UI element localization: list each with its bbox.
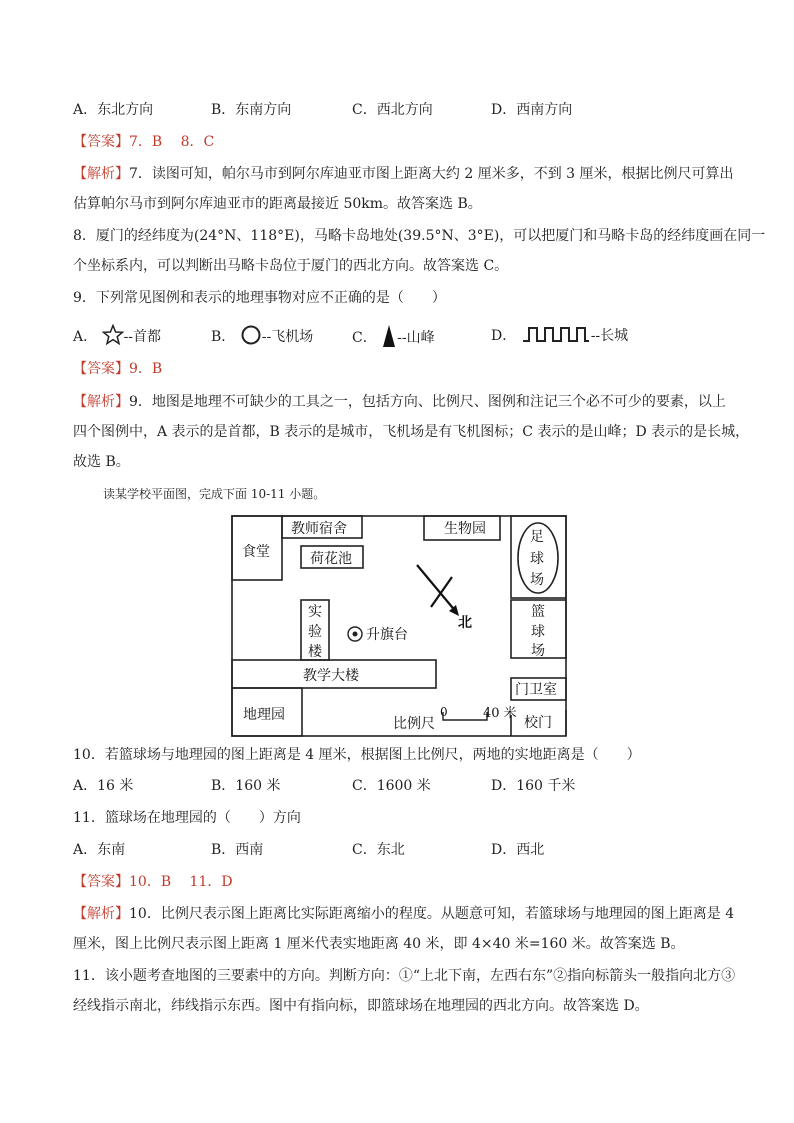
star-icon	[102, 324, 124, 346]
lab-label-2: 验	[308, 624, 322, 640]
lab-label-3: 楼	[308, 644, 322, 660]
explanation-7-line1	[73, 164, 734, 184]
option-text: --长城	[590, 328, 629, 344]
q11-option-a: A．东南	[73, 842, 126, 858]
gate-label: 校门	[524, 715, 552, 731]
answer-7-8	[73, 132, 214, 152]
q9-option-b	[211, 324, 313, 347]
explanation-7-line2: 估算帕尔马市到阿尔库迪亚市的距离最接近 50km。故答案选 B。	[73, 196, 482, 212]
option-letter: C．	[352, 330, 377, 346]
basketball-label-1: 篮	[531, 604, 545, 620]
answer-10-11	[73, 872, 233, 892]
option-text: --山峰	[397, 330, 435, 346]
lab-label-1: 实	[308, 604, 322, 620]
explanation-tag: 【解析】	[73, 906, 129, 922]
q11-option-d: D．西北	[491, 842, 545, 858]
lotus-label: 荷花池	[310, 551, 352, 567]
explanation-text: 9．地图是地理不可缺少的工具之一，包括方向、比例尺、图例和注记三个必不可少的要素，以上	[129, 394, 726, 410]
explanation-text: 7．读图可知，帕尔马市到阿尔库迪亚市图上距离大约 2 厘米多，不到 3 厘米，根据比例尺可算出	[129, 166, 734, 182]
answer-tag: 【答案】	[73, 874, 129, 890]
q9-option-c	[352, 324, 435, 348]
explanation-11-line2: 经线指示南北，纬线指示东西。图中有指向标，即篮球场在地理园的西北方向。故答案选 D。	[73, 998, 649, 1014]
dorm-label: 教师宿舍	[291, 521, 347, 537]
answer-tag: 【答案】	[73, 361, 129, 377]
q10-option-a: A．16 米	[73, 778, 134, 794]
mountain-peak-icon	[381, 324, 397, 348]
scale-zero: 0	[440, 705, 448, 719]
answer-text: 10．B 11．D	[129, 874, 233, 890]
q11-option-b: B．西南	[211, 842, 264, 858]
geo-garden-label: 地理园	[243, 707, 285, 723]
q10-option-b: B．160 米	[211, 778, 281, 794]
north-label: 北	[458, 615, 472, 631]
teaching-building-label: 教学大楼	[303, 668, 359, 684]
question-10-stem: 10．若篮球场与地理园的图上距离是 4 厘米，根据图上比例尺，两地的实地距离是（ ）	[73, 747, 641, 763]
explanation-10-line2: 厘米，图上比例尺表示图上距离 1 厘米代表实地距离 40 米，即 4×40 米=160 米。故答案选 B。	[73, 936, 685, 952]
circle-icon	[240, 324, 262, 346]
football-label-2: 球	[530, 551, 544, 567]
flag-platform-icon	[348, 627, 362, 641]
school-map-svg	[231, 515, 567, 737]
explanation-10-line1	[73, 904, 735, 924]
explanation-tag: 【解析】	[73, 166, 129, 182]
explanation-text: 10．比例尺表示图上距离比实际距离缩小的程度。从题意可知，若篮球场与地理园的图上距离是 4	[129, 906, 735, 922]
school-map	[231, 515, 567, 737]
question-9-stem: 9．下列常见图例和表示的地理事物对应不正确的是（ ）	[73, 290, 446, 306]
bio-garden-label: 生物园	[444, 521, 486, 537]
answer-text: 7．B 8．C	[129, 134, 215, 150]
explanation-11-line1: 11．该小题考查地图的三要素中的方向。判断方向：①“上北下南，左西右东”②指向标箭头一般指向北方③	[73, 968, 736, 984]
option-letter: A．	[73, 329, 98, 345]
explanation-9-line3: 故选 B。	[73, 454, 130, 470]
q11-option-c: C．东北	[352, 842, 405, 858]
answer-tag: 【答案】	[73, 134, 129, 150]
scale-label: 比例尺	[393, 716, 435, 732]
option-letter: D．	[491, 328, 517, 344]
scale-forty: 40 米	[483, 706, 517, 721]
basketball-label-2: 球	[531, 624, 545, 640]
option-text: --飞机场	[261, 329, 314, 345]
football-label-1: 足	[530, 529, 544, 545]
explanation-8-line1: 8．厦门的经纬度为(24°N、118°E)，马略卡岛地处(39.5°N、3°E)，可以把厦门和马略卡岛的经纬度画在同一	[73, 228, 766, 244]
option-text: --首都	[123, 329, 162, 345]
map-caption: 读某学校平面图，完成下面 10-11 小题。	[103, 487, 326, 501]
answer-text: 9．B	[129, 361, 163, 377]
north-arrow-icon	[417, 565, 459, 616]
question-11-stem: 11．篮球场在地理园的（ ）方向	[73, 810, 301, 826]
q9-option-a	[73, 324, 161, 347]
option-c: C．西北方向	[352, 102, 433, 118]
q9-option-d	[491, 324, 628, 346]
flag-label: 升旗台	[366, 627, 408, 643]
option-b: B．东南方向	[211, 102, 292, 118]
scale-bar	[443, 712, 487, 720]
option-a: A．东北方向	[73, 102, 154, 118]
guard-room-label: 门卫室	[515, 682, 557, 698]
basketball-label-3: 场	[531, 643, 545, 659]
explanation-9-line2: 四个图例中，A 表示的是首都，B 表示的是城市，飞机场是有飞机图标；C 表示的是山峰；D 表示的是长城，	[73, 424, 750, 440]
answer-9	[73, 359, 162, 379]
option-d: D．西南方向	[491, 102, 573, 118]
q10-option-d: D．160 千米	[491, 778, 576, 794]
explanation-tag: 【解析】	[73, 394, 129, 410]
football-label-3: 场	[530, 572, 544, 588]
great-wall-icon	[521, 324, 591, 344]
canteen-label: 食堂	[242, 544, 270, 560]
q10-option-c: C．1600 米	[352, 778, 431, 794]
explanation-9-line1	[73, 392, 726, 412]
option-letter: B．	[211, 329, 236, 345]
explanation-8-line2: 个坐标系内，可以判断出马略卡岛位于厦门的西北方向。故答案选 C。	[73, 258, 509, 274]
